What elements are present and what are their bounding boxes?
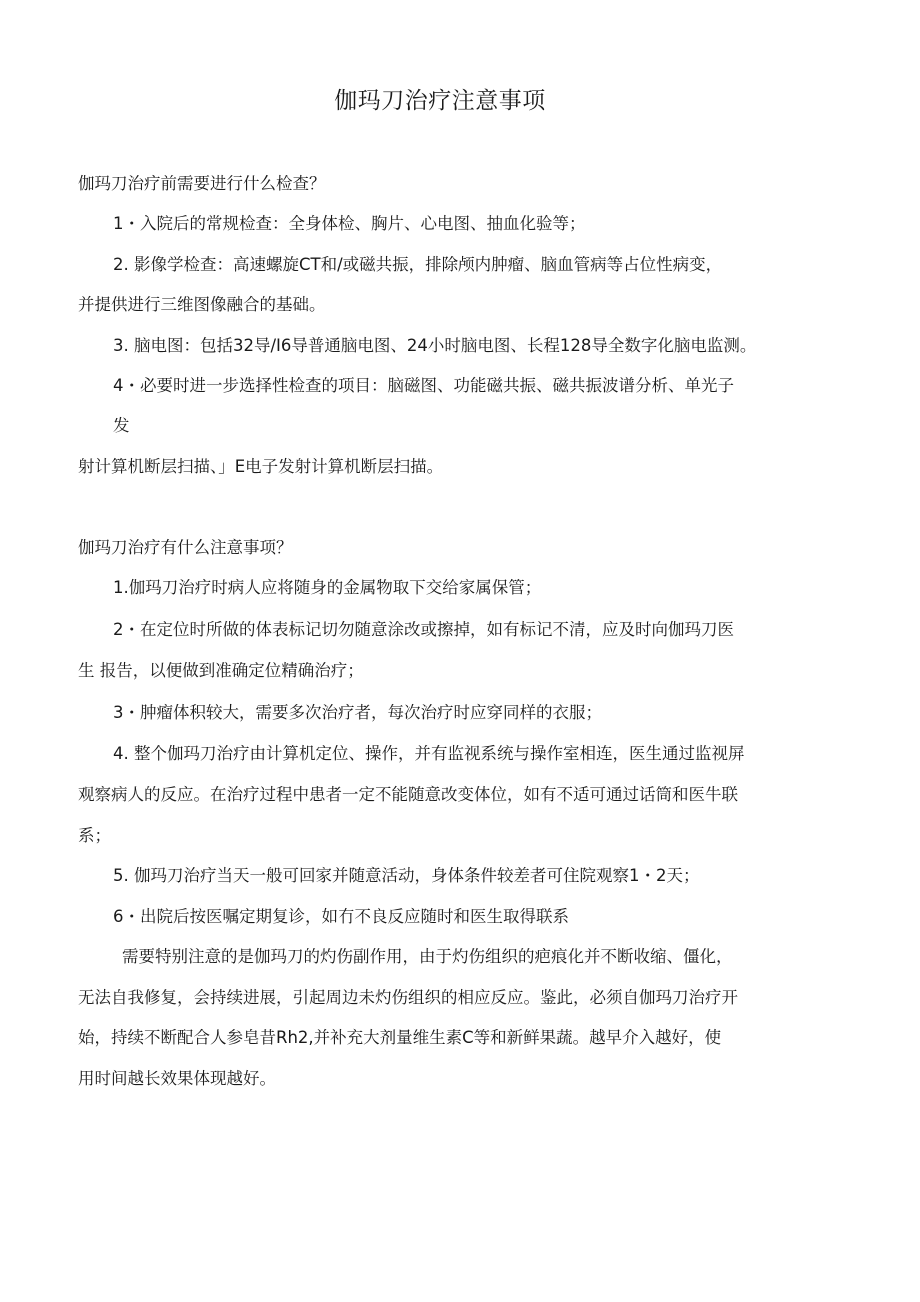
- paragraph-line: 并提供进行三维图像融合的基础。: [78, 295, 326, 314]
- paragraph-line: 生 报告，以便做到准确定位精确治疗；: [78, 661, 364, 680]
- paragraph-line: 2. 影像学检查：高速螺旋CT和/或磁共振，排除颅内肿瘤、脑血管病等占位性病变，: [113, 255, 723, 274]
- paragraph-line: 射计算机断层扫描、」E电子发射计算机断层扫描。: [78, 457, 444, 476]
- paragraph-line: 观察病人的反应。在治疗过程中患者一定不能随意改变体位，如有不适可通过话筒和医牛联: [78, 785, 738, 804]
- paragraph-line: 1.伽玛刀治疗时病人应将随身的金属物取下交给家属保管；: [113, 578, 542, 597]
- paragraph-line: 发: [113, 416, 130, 435]
- paragraph-line: 用时间越长效果体现越好。: [78, 1069, 276, 1088]
- paragraph-line: 始，持续不断配合人参皂昔Rh2,并补充大剂量维生素C等和新鲜果蔬。越早介入越好，使: [78, 1028, 722, 1047]
- paragraph-line: 2・在定位时所做的体表标记切勿随意涂改或擦掉，如有标记不清，应及时向伽玛刀医: [113, 620, 734, 639]
- section-heading: 伽玛刀治疗前需要进行什么检查？: [78, 174, 326, 193]
- paragraph-line: 6・出院后按医嘱定期复诊，如冇不良反应随时和医生取得联系: [113, 907, 569, 926]
- section-heading: 伽玛刀治疗有什么注意事项？: [78, 538, 293, 557]
- paragraph-line: 4. 整个伽玛刀治疗由计算机定位、操作，并有监视系统与操作室相连，医生通过监视屏: [113, 744, 745, 763]
- paragraph-line: 3・肿瘤体积较大，需要多次治疗者，每次治疗时应穿同样的衣服；: [113, 703, 602, 722]
- page-title: 伽玛刀治疗注意事项: [334, 88, 546, 114]
- paragraph-line: 需要特别注意的是伽玛刀的灼伤副作用，由于灼伤组织的疤痕化并不断收缩、僵化，: [122, 947, 733, 966]
- paragraph-line: 1・入院后的常规检查：全身体检、胸片、心电图、抽血化验等；: [113, 214, 586, 233]
- paragraph-line: 无法自我修复，会持续进展，引起周边未灼伤组织的相应反应。鉴此，必须自伽玛刀治疗开: [78, 988, 738, 1007]
- paragraph-line: 3. 脑电图：包括32导/I6导普通脑电图、24小时脑电图、长程128导全数字化脑电监测。: [113, 336, 757, 355]
- paragraph-line: 5. 伽玛刀治疗当天一般可回家并随意活动，身体条件较差者可住院观察1・2天；: [113, 866, 700, 885]
- paragraph-line: 系；: [78, 826, 111, 845]
- paragraph-line: 4・必要时进一步选择性检查的项目：脑磁图、功能磁共振、磁共振波谱分析、单光子: [113, 376, 734, 395]
